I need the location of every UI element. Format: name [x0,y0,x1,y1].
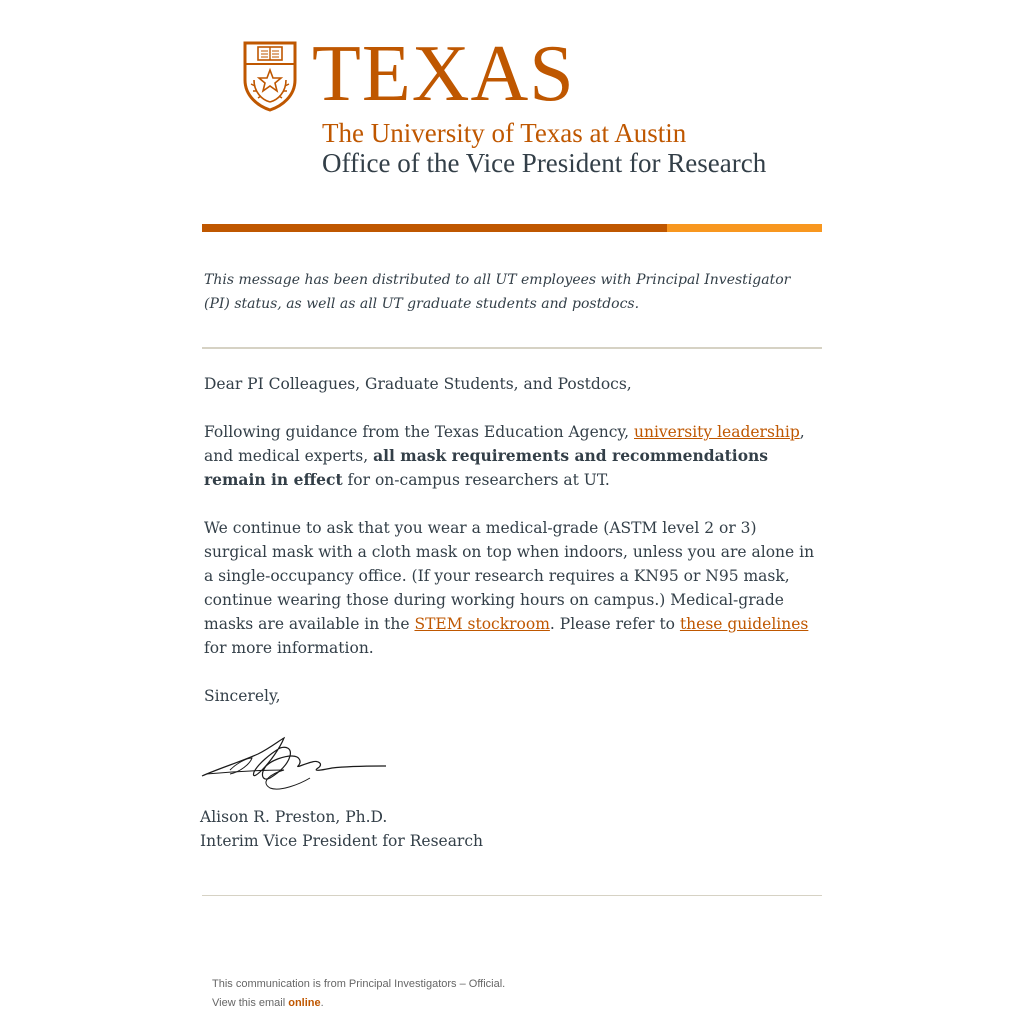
stem-stockroom-link[interactable]: STEM stockroom [414,615,550,633]
message-body [204,372,820,684]
ut-logo [242,30,822,180]
guidelines-link[interactable]: these guidelines [679,615,809,633]
view-online-link[interactable]: online [288,997,321,1009]
signature-image [200,734,390,794]
p1-bold-text: all mask requirements and recommendations remain in effect [204,446,769,489]
p2-text-middle: . Please refer to [549,615,680,633]
divider-top [202,347,822,349]
texas-wordmark: TEXAS [312,30,575,118]
closing: Sincerely, [204,687,281,705]
p1-text-middle: , and medical experts, [204,423,805,465]
paragraph-1 [204,420,820,492]
university-leadership-link[interactable]: university leadership [634,423,800,441]
p2-text-before: We continue to ask that you wear a medical-grade (ASTM level 2 or 3) surgical mask with a cloth mask on top when indoors, unless you are alone in a single-occupancy office. (If your research requires a KN95 or N95 mask, continue wearing those during working hours on campus.) Medical-grade masks are available in the [204,519,815,633]
color-bar-burnt-orange [202,224,667,232]
p1-text-before: Following guidance from the Texas Education Agency, [204,423,634,441]
header-color-bar [202,224,822,232]
paragraph-2 [204,516,820,660]
p2-text-after: for more information. [204,639,374,657]
university-name: The University of Texas at Austin [322,118,687,148]
divider-bottom [202,895,822,896]
signer-name: Alison R. Preston, Ph.D. [200,808,388,826]
signer-block [200,805,483,853]
footer-view-text: View this email [212,997,289,1009]
distribution-note: This message has been distributed to all UT employees with Principal Investigator (PI) status, as well as all UT graduate students and postdocs. [204,272,791,312]
email-footer [212,975,505,1013]
signer-title: Interim Vice President for Research [200,832,484,850]
p1-text-after: for on-campus researchers at UT. [342,471,610,489]
footer-view-online [212,994,505,1013]
footer-source: This communication is from Principal Investigators – Official. [212,978,506,990]
greeting: Dear PI Colleagues, Graduate Students, and Postdocs, [204,375,632,393]
footer-period: . [320,997,324,1009]
color-bar-light-orange [667,224,822,232]
ut-shield-icon [242,40,298,112]
office-name: Office of the Vice President for Research [322,148,767,178]
email-page [202,0,822,1024]
